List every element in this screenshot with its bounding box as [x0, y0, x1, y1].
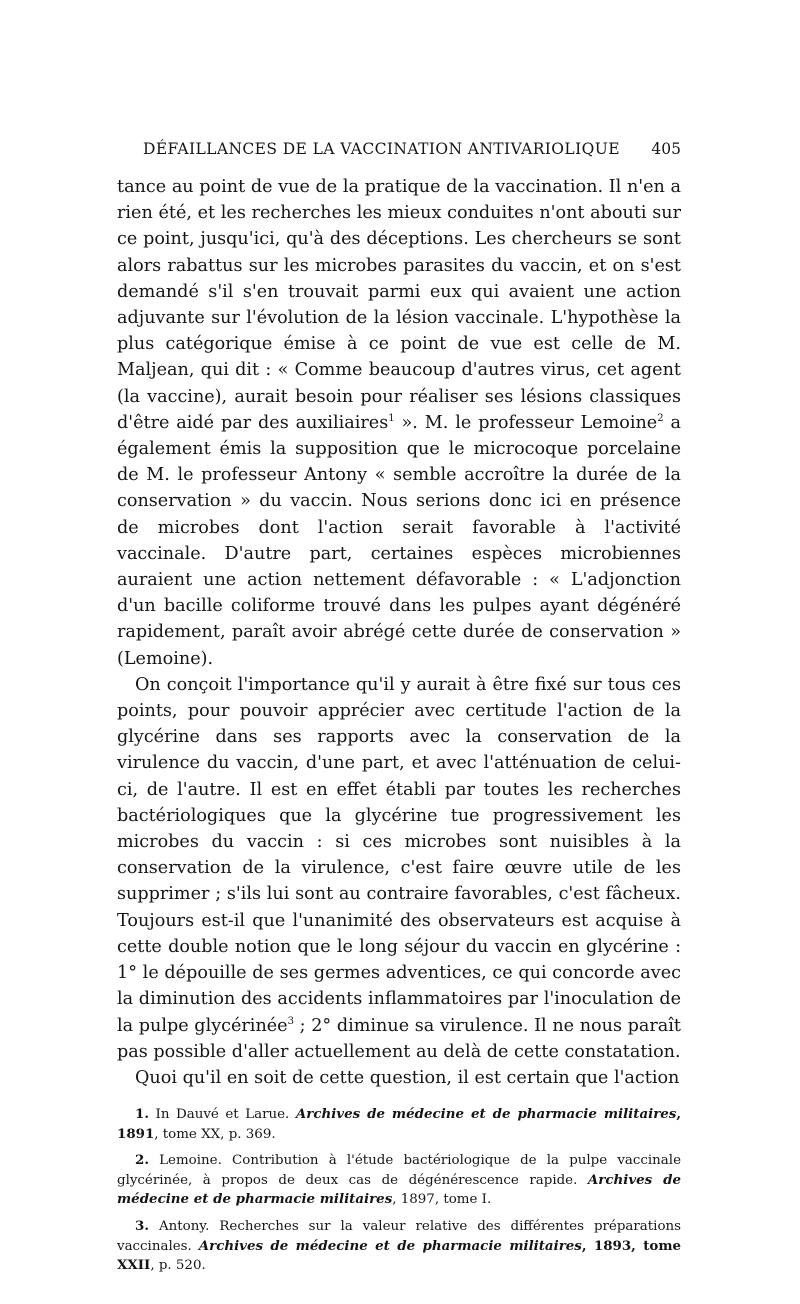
footnote-number: 1. — [135, 1106, 149, 1123]
body-text — [117, 174, 681, 1091]
running-title: DÉFAILLANCES DE LA VACCINATION ANTIVARIOLIQUE — [143, 140, 620, 158]
bold-text: , 1891 — [117, 1106, 681, 1142]
text-run: , tome XX, p. 369. — [154, 1126, 276, 1142]
journal-title: Archives de médecine et de pharmacie militaires — [117, 1171, 681, 1208]
footnote-ref: 2 — [657, 412, 664, 424]
text-run: tance au point de vue de la pratique de la vaccination. Il n'en a rien été, et les recherches les mieux conduites n'ont abouti sur ce point, jusqu'ici, qu'à des déceptions. Les chercheurs se sont alors rabattus sur les microbes parasites du vaccin, et on s'est demandé s'il s'en trouvait parmi eux qui avaient une action adjuvante sur l'évolution de la lésion vaccinale. L'hypothèse la plus catégorique émise à ce point de vue est celle de M. Maljean, qui dit : « Comme beaucoup d'autres virus, cet agent (la vaccine), aurait besoin pour réaliser ses lésions classiques d'être aidé par des auxiliaires — [117, 177, 681, 433]
text-run: ; 2° diminue sa virulence. Il ne nous paraît pas possible d'aller actuellement au delà de cette constatation. — [117, 1015, 681, 1062]
text-run: a également émis la supposition que le microcoque porcelaine de M. le professeur Antony « semble accroître la durée de la conservation » du vaccin. Nous serions donc ici en présence de microbes dont l'action serait favorable à l'activité vaccinale. D'autre part, certaines espèces microbiennes auraient une action nettement défavorable : « L'adjonction d'un bacille coliforme trouvé dans les pulpes ayant dégénéré rapidement, paraît avoir abrégé cette durée de conservation » (Lemoine). — [117, 412, 681, 669]
paragraph — [117, 1065, 681, 1091]
paragraph — [117, 672, 681, 1065]
text-run: ». M. le professeur Lemoine — [394, 412, 658, 433]
footnote — [117, 1217, 681, 1276]
paragraph — [117, 174, 681, 672]
footnote-ref: 3 — [287, 1015, 294, 1027]
journal-title: Archives de médecine et de pharmacie militaires — [295, 1106, 677, 1123]
footnote-ref: 1 — [388, 412, 395, 424]
text-run: Quoi qu'il en soit de cette question, il est certain que l'action — [135, 1067, 680, 1088]
journal-title: Archives de médecine et de pharmacie militaires — [198, 1237, 582, 1254]
footnotes — [117, 1105, 681, 1276]
footnote-number: 3. — [135, 1218, 149, 1235]
bold-text: , 1893, tome XXII — [117, 1237, 682, 1274]
book-page — [117, 140, 681, 1283]
page-number: 405 — [651, 140, 681, 158]
text-run: Antony. Recherches sur la valeur relative des différentes préparations vaccinales. — [117, 1219, 681, 1254]
text-run: , p. 520. — [150, 1258, 206, 1274]
footnote — [117, 1105, 681, 1144]
footnote-number: 2. — [135, 1152, 149, 1169]
text-run: On conçoit l'importance qu'il y aurait à être fixé sur tous ces points, pour pouvoir apprécier avec certitude l'action de la glycérine dans ses rapports avec la conservation de la virulence du vaccin, d'une part, et avec l'atténuation de celui-ci, de l'autre. Il est en effet établi par toutes les recherches bactériologiques que la glycérine tue progressivement les microbes du vaccin : si ces microbes sont nuisibles à la conservation de la virulence, c'est faire œuvre utile de les supprimer ; s'ils lui sont au contraire favorables, c'est fâcheux. Toujours est-il que l'unanimité des observateurs est acquise à cette double notion que le long séjour du vaccin en glycérine : 1° le dépouille de ses germes adventices, ce qui concorde avec la diminution des accidents inflammatoires par l'inoculation de la pulpe glycérinée — [117, 674, 681, 1036]
text-run: , 1897, tome I. — [392, 1192, 492, 1208]
text-run: Lemoine. Contribution à l'étude bactériologique de la pulpe vaccinale glycérinée, à propos de deux cas de dégénérescence rapide. — [117, 1153, 681, 1188]
footnote — [117, 1151, 681, 1210]
running-head — [117, 140, 681, 162]
text-run: In Dauvé et Larue. — [148, 1107, 296, 1123]
